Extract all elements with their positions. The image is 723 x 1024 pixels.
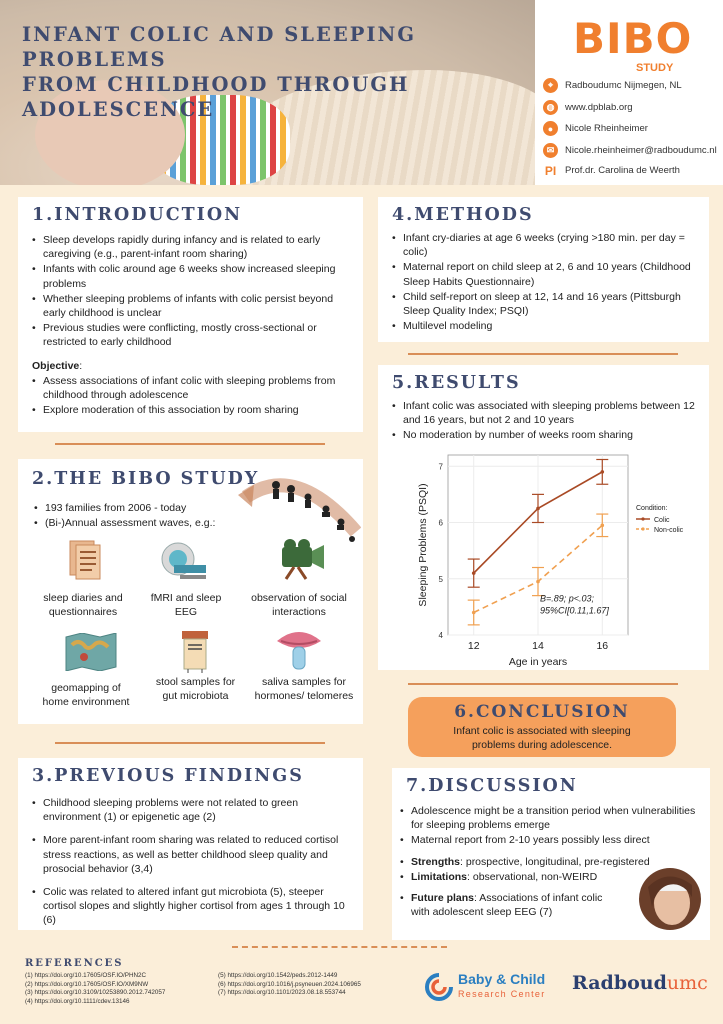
x-tick-label: 12 [467, 640, 480, 652]
contact-location [543, 78, 682, 93]
y-axis-label: Sleeping Problems (PSQI) [417, 483, 429, 607]
list-item: • Multilevel modeling [392, 319, 695, 333]
divider [408, 683, 678, 685]
contact-pi [543, 163, 680, 178]
list-item: • Infants with colic around age 6 weeks show increased sleeping problems [32, 262, 349, 290]
introduction-list [32, 233, 349, 350]
legend-marker [641, 517, 644, 520]
reference-item[interactable]: (1) https://doi.org/10.17605/OSF.IO/PHN2C [25, 972, 147, 979]
objective-heading [32, 360, 349, 372]
future-plans-text: : Associations of infant colic with adolescent sleep EEG (7) [411, 892, 603, 919]
list-item: • Infant cry-diaries at age 6 weeks (crying >180 min. per day = colic) [392, 231, 695, 259]
list-item: • Assess associations of infant colic with sleeping problems from childhood through adolescence [32, 374, 349, 402]
limitations-label: Limitations [411, 870, 468, 883]
item-label: fMRI and sleep EEG [150, 592, 222, 618]
radboud-text: Radboud [572, 972, 667, 994]
bibo-study-title: 2.THE BIBO STUDY [32, 469, 260, 489]
divider [55, 443, 325, 445]
methods-card [378, 197, 709, 342]
x-axis-label: Age in years [508, 656, 568, 667]
limitations-text: : observational, non-WEIRD [467, 870, 598, 883]
list-item: • More parent-infant room sharing was related to reduced cortisol stress reactions, as well as better childhood sleep quality and prosocial behavior (3,4) [32, 833, 349, 876]
previous-findings-list [32, 796, 349, 928]
email-icon: ✉ [543, 143, 558, 158]
stool-sample-icon [178, 629, 212, 673]
stat-annotation: 95%CI[0.11,1.67] [540, 605, 609, 616]
item-label: geomapping of home environment [42, 682, 130, 708]
legend-marker [641, 527, 644, 530]
person-icon: ● [543, 121, 558, 136]
list-item: • (Bi-)Annual assessment waves, e.g.: [34, 516, 294, 530]
list-item [400, 891, 620, 919]
results-title: 5.RESULTS [392, 373, 521, 393]
reference-item[interactable]: (5) https://doi.org/10.1542/peds.2012-1449 [218, 972, 338, 979]
list-item: • 193 families from 2006 - today [34, 501, 294, 515]
saliva-sample-icon [273, 627, 325, 673]
methods-title: 4.METHODS [392, 205, 534, 225]
reference-item[interactable]: (3) https://doi.org/10.3109/10253890.2012.742057 [25, 989, 166, 996]
y-tick-label: 7 [438, 462, 443, 472]
contact-person [543, 121, 648, 136]
y-tick-label: 6 [438, 518, 443, 528]
baby-child-logo-icon [424, 972, 454, 1002]
item-label: sleep diaries and questionnaires [43, 592, 123, 618]
contact-text: Prof.dr. Carolina de Weerth [565, 165, 680, 176]
references-right [218, 972, 361, 998]
references-divider [232, 946, 447, 948]
video-camera-icon [276, 535, 328, 581]
reference-item[interactable]: (4) https://doi.org/10.1111/cdev.13146 [25, 997, 130, 1005]
previous-findings-title: 3.PREVIOUS FINDINGS [32, 766, 304, 786]
item-label: saliva samples for hormones/ telomeres [254, 676, 354, 702]
list-item: • Childhood sleeping problems were not related to green environment (1) or epigenetic age (2) [32, 796, 349, 824]
objective-label: Objective [32, 359, 80, 372]
divider [55, 742, 325, 744]
previous-findings-card [18, 758, 363, 930]
y-tick-label: 5 [438, 574, 443, 584]
introduction-title: 1.INTRODUCTION [32, 205, 243, 225]
item-label: observation of social interactions [251, 592, 347, 618]
results-list [392, 399, 697, 444]
methods-list [392, 231, 695, 333]
data-point [536, 580, 540, 584]
title-line-1: INFANT COLIC AND SLEEPING PROBLEMS [22, 23, 416, 71]
globe-icon: ◍ [543, 100, 558, 115]
map-icon [64, 633, 118, 671]
list-item: • No moderation by number of weeks room sharing [392, 428, 697, 442]
eeg-teen-photo [638, 867, 702, 931]
umc-text: umc [666, 972, 708, 994]
x-tick-label: 16 [596, 640, 609, 652]
legend-title: Condition: [636, 505, 668, 512]
contact-email[interactable] [543, 143, 717, 158]
research-center-text: Research Center [458, 989, 546, 999]
list-item: • Explore moderation of this association by room sharing [32, 403, 349, 417]
strengths-text: : prospective, longitudinal, pre-registered [460, 855, 650, 868]
contact-text: Radboudumc Nijmegen, NL [565, 80, 682, 91]
contact-text: Nicole Rheinheimer [565, 123, 648, 134]
list-item: • Maternal report on child sleep at 2, 6 and 10 years (Childhood Sleep Habits Questionnaire) [392, 260, 695, 288]
list-item: • Sleep develops rapidly during infancy and is related to early caregiving (e.g., parent-infant room sharing) [32, 233, 349, 261]
data-point [472, 611, 476, 615]
references-title: REFERENCES [25, 958, 124, 969]
data-point [536, 507, 540, 511]
list-item: • Colic was related to altered infant gut microbiota (5), steeper cortisol slopes and slightly higher cortisol from ages 1 through 10 (6) [32, 885, 349, 928]
list-item: • Infant colic was associated with sleeping problems between 12 and 16 years, but not 2 and 10 years [392, 399, 697, 427]
contact-website[interactable] [543, 100, 633, 115]
baby-child-logo-text: Baby & Child [458, 971, 546, 987]
bibo-logo-sub: STUDY [636, 62, 674, 74]
title-line-2: FROM CHILDHOOD THROUGH ADOLESCENCE [22, 73, 410, 121]
data-point [600, 470, 604, 474]
objective-colon: : [79, 359, 83, 372]
radboudumc-logo [572, 972, 708, 994]
reference-item[interactable]: (7) https://doi.org/10.1101/2023.08.18.553744 [218, 989, 346, 996]
data-point [472, 571, 476, 575]
list-item: • Whether sleeping problems of infants with colic persist beyond early childhood is unclear [32, 292, 349, 320]
contact-text[interactable]: Nicole.rheinheimer@radboudumc.nl [565, 145, 717, 156]
reference-item[interactable]: (6) https://doi.org/10.1016/j.psyneuen.2024.106965 [218, 980, 361, 988]
conclusion-line-1: Infant colic is associated with sleeping [453, 725, 631, 737]
legend-label: Non-colic [654, 527, 684, 534]
questionnaire-icon [66, 537, 106, 581]
bibo-study-card [18, 459, 363, 724]
conclusion-card [408, 697, 676, 757]
list-item: • Maternal report from 2-10 years possibly less direct [400, 833, 700, 847]
y-tick-label: 4 [438, 631, 443, 640]
mri-scanner-icon [160, 537, 208, 581]
strengths-label: Strengths [411, 855, 461, 868]
contact-text[interactable]: www.dpblab.org [565, 102, 633, 113]
results-card [378, 365, 709, 670]
legend-label: Colic [654, 517, 670, 524]
conclusion-text [408, 724, 676, 752]
future-plans-label: Future plans [411, 892, 475, 905]
pi-icon: PI [544, 163, 557, 178]
conclusion-line-2: problems during adolescence. [471, 739, 613, 751]
objective-list [32, 374, 349, 418]
introduction-card [18, 197, 363, 432]
references-left [25, 972, 165, 1006]
stat-annotation: B=.89; p<.03; [540, 593, 595, 604]
bibo-logo: BIBO [573, 14, 693, 63]
x-tick-label: 14 [532, 640, 544, 652]
results-line-chart [408, 445, 708, 667]
reference-item[interactable]: (2) https://doi.org/10.17605/OSF.IO/XM9NW [25, 980, 149, 988]
divider [408, 353, 678, 355]
conclusion-title: 6.CONCLUSION [454, 702, 630, 722]
poster-title [22, 22, 532, 122]
list-item: • Previous studies were conflicting, mostly cross-sectional or restricted to early childhood [32, 321, 349, 349]
list-item: • Child self-report on sleep at 12, 14 and 16 years (Pittsburgh Sleep Quality Index; PSQI) [392, 290, 695, 318]
item-label: stool samples for gut microbiota [155, 676, 236, 702]
list-item: • Adolescence might be a transition period when vulnerabilities for sleeping problems emerge [400, 804, 700, 832]
discussion-title: 7.DISCUSSION [406, 776, 578, 796]
location-pin-icon: ⌖ [543, 78, 558, 93]
data-point [600, 524, 604, 528]
